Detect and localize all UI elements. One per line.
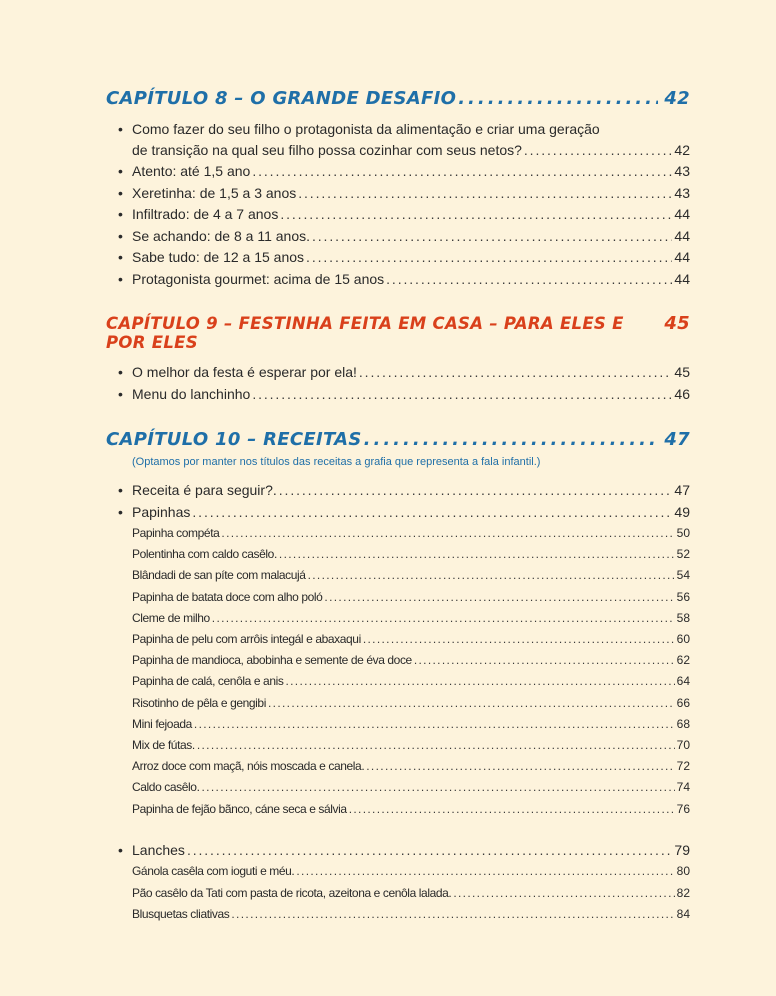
recipe-entry: Pão casêlo da Tati com pasta de ricota, azeitona e cenôla lalada. . . . 82 [106,883,690,904]
chapter-title: CAPÍTULO 9 – FESTINHA FEITA EM CASA – PARA ELES E POR ELES [106,314,624,352]
recipe-entry: Papinha de fejão bãnco, cáne seca e sálvia . . . 76 [106,799,690,820]
chapter-title: CAPÍTULO 10 – RECEITAS [106,429,362,450]
list-item: • Xeretinha: de 1,5 a 3 anos . . . 43 [106,183,690,205]
list-item: • O melhor da festa é esperar por ela! . . . 45 [106,362,690,384]
list-item: • Atento: até 1,5 ano . . . 43 [106,161,690,183]
table-of-contents [106,84,690,925]
list-item: • Papinhas . . . 49 [106,502,690,524]
recipe-entry: Mix de fútas. . . . 70 [106,735,690,756]
recipe-entry: Blusquetas cliativas . . . 84 [106,904,690,925]
recipe-entry: Mini fejoada . . . 68 [106,714,690,735]
list-item: • Sabe tudo: de 12 a 15 anos . . . 44 [106,247,690,269]
recipe-entry: Arroz doce com maçã, nóis moscada e canela. . . . 72 [106,756,690,777]
recipe-entry: Papinha de pelu com arrôis integál e abaxaqui . . . 60 [106,629,690,650]
chapter-9-heading [106,313,690,352]
recipe-entry: Papinha de calá, cenôla e anis . . . 64 [106,671,690,692]
list-item: • Menu do lanchinho . . . 46 [106,384,690,406]
recipe-entry: Risotinho de pêla e gengibi . . . 66 [106,693,690,714]
recipe-entry: Caldo casêlo. . . . 74 [106,777,690,798]
recipe-entry: Blândadi de san píte com malacujá . . . 54 [106,565,690,586]
chapter-title: CAPÍTULO 8 – O GRANDE DESAFIO [106,88,457,109]
bullet: • [118,121,123,137]
list-item: • Infiltrado: de 4 a 7 anos . . . 44 [106,204,690,226]
chapter-page: 42 [664,88,690,109]
list-item: • Lanches . . . 79 [106,840,690,862]
recipe-entry: Gánola casêla com ioguti e méu. . . . 80 [106,861,690,882]
list-item: • Receita é para seguir?. . . . 47 [106,480,690,502]
list-item: • Como fazer do seu filho o protagonista da alimentação e criar uma geração de transição na qual seu filho possa cozinhar com seus netos? . . . 42 [106,119,690,161]
recipe-entry: Papinha de mandioca, abobinha e semente de éva doce . . . 62 [106,650,690,671]
list-item: • Protagonista gourmet: acima de 15 anos . . . 44 [106,269,690,291]
list-item: • Se achando: de 8 a 11 anos. . . . 44 [106,226,690,248]
chapter-10-heading [106,429,690,450]
recipe-entry: Papinha de batata doce com alho poló . . . 56 [106,587,690,608]
recipe-entry: Polentinha com caldo casêlo. . . . 52 [106,544,690,565]
chapter-page: 47 [664,429,690,450]
chapter-page: 45 [664,313,690,334]
chapter-note: (Optamos por manter nos títulos das receitas a grafia que representa a fala infantil.) [132,456,541,468]
recipe-entry: Papinha compéta . . . 50 [106,523,690,544]
chapter-8-heading [106,88,690,109]
recipe-entry: Cleme de milho . . . 58 [106,608,690,629]
